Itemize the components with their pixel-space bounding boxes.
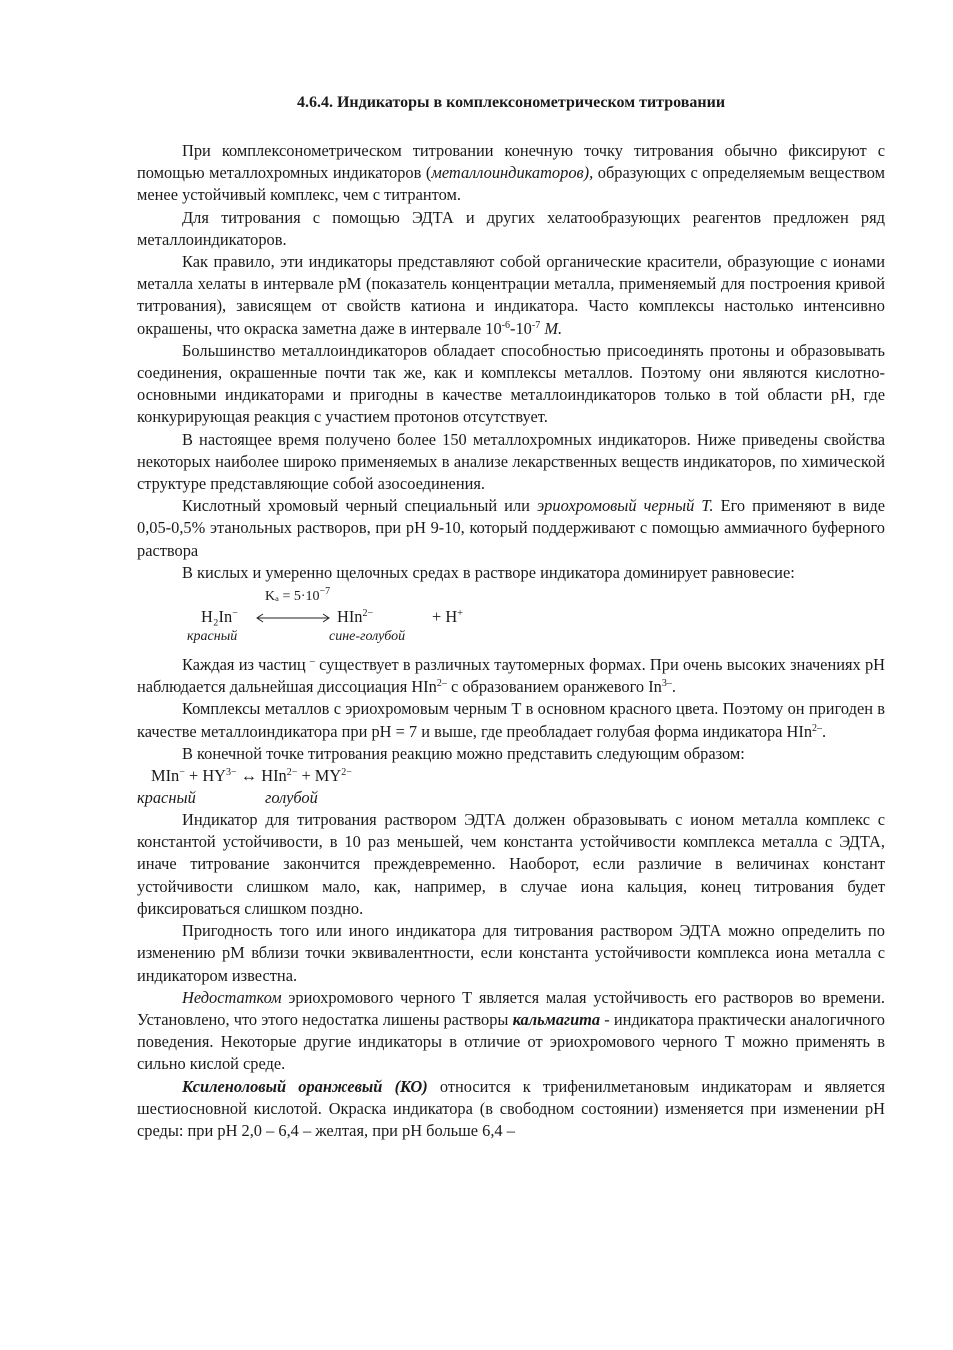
titration-reaction-equation	[137, 765, 885, 809]
paragraph: Большинство металлоиндикаторов обладает способностью присоединять протоны и образовывать соединения, окрашенные почти так же, как и комплексы металлов. Поэтому они являются кислотно-основными индикаторами и пригодны в качестве металлоиндикаторов только в той области pH, где конкурирующая реакция с участием протонов отсутствует.	[137, 340, 885, 427]
color-label-blue: голубой	[265, 788, 318, 808]
species-hin: HIn$^{2-}$	[337, 607, 374, 627]
paragraph: Для титрования с помощью ЭДТА и других хелатообразующих реагентов предложен ряд металлоиндикаторов.	[137, 207, 885, 249]
paragraph: Как правило, эти индикаторы представляют собой органические красители, образующие с ионами металла хелаты в интервале pM (показатель концентрации металла, применяемый для построения кривой титрования), зависящем от свойств катиона и индикатора. Часто комплексы настолько интенсивно окрашены, что окраска заметна даже в интервале $10^{-6}-10^{-7}$ M.	[137, 252, 885, 338]
document-page	[137, 92, 885, 1142]
paragraph: Недостатком эриохромового черного Т является малая устойчивость его растворов во времени. Установлено, что этого недостатка лишены растворы кальмагита - индикатора практически аналогичного поведения. Некоторые другие индикаторы в отличие от эриохромового черного Т можно применять в сильно кислой среде.	[137, 987, 885, 1074]
paragraph: Пригодность того или иного индикатора для титрования раствором ЭДТА можно определить по изменению pM вблизи точки эквивалентности, если константа устойчивости комплекса иона металла с индикатором известна.	[137, 921, 885, 985]
paragraph: В настоящее время получено более 150 металлохромных индикаторов. Ниже приведены свойства некоторых наиболее широко применяемых в анализе лекарственных веществ индикаторов, по химической структуре представляющие собой азосоединения.	[137, 429, 885, 494]
paragraph: В кислых и умеренно щелочных средах в растворе индикатора доминирует равновесие:	[182, 562, 795, 582]
species-h2in: H₂In−	[201, 607, 238, 627]
paragraph: Каждая из частиц – существует в различных таутомерных формах. При очень высоких значениях pH наблюдается дальнейшая диссоциация HIn$^{2-}$ с образованием оранжевого $In^{3-}$.	[137, 655, 885, 697]
equilibrium-equation	[137, 586, 885, 650]
reaction-formula: $MIn^- + HY^{3-}$ ↔ $HIn^{2-} + MY^{2-}$	[151, 766, 352, 786]
paragraph: Комплексы металлов с эриохромовым черным Т в основном красного цвета. Поэтому он пригоден в качестве металлоиндикатора при pH = 7 и выше, где преобладает голубая форма индикатора HIn$^{2-}$.	[137, 699, 885, 741]
paragraph: Кислотный хромовый черный специальный или эриохромовый черный Т. Его применяют в виде 0,05-0,5% этанольных растворов, при pH 9-10, который поддерживают с помощью аммиачного буферного раствора	[137, 496, 886, 560]
color-label-red: красный	[187, 629, 238, 645]
equilibrium-constant: $K_a = 5\cdot 10^{-7}$	[265, 586, 331, 605]
section-heading: 4.6.4. Индикаторы в комплексонометрическом титровании	[296, 94, 726, 111]
equilibrium-arrow-icon	[255, 613, 331, 623]
paragraph: В конечной точке титрования реакцию можно представить следующим образом:	[182, 743, 745, 763]
species-proton: + H+	[432, 607, 463, 627]
color-label-red: красный	[137, 788, 196, 808]
paragraph: При комплексонометрическом титровании конечную точку титрования обычно фиксируют с помощью металлохромных индикаторов (металлоиндикаторов), образующих с определяемым веществом менее устойчивый комплекс, чем с титрантом.	[137, 141, 885, 205]
paragraph: Индикатор для титрования раствором ЭДТА должен образовывать с ионом металла комплекс с константой устойчивости, в 10 раз меньшей, чем константа устойчивости комплекса металла с ЭДТА, иначе титрование закончится преждевременно. Наоборот, если различие в величинах констант устойчивости слишком мало, как, например, в случае иона кальция, конец титрования будет фиксироваться слишком поздно.	[137, 810, 885, 918]
paragraph: Ксиленоловый оранжевый (КО) относится к трифенилметановым индикаторам и является шестиосновной кислотой. Окраска индикатора (в свободном состоянии) изменяется при изменении pH среды: при pH 2,0 – 6,4 – желтая, при pH больше 6,4 –	[137, 1076, 885, 1140]
color-label-blue: сине-голубой	[329, 629, 406, 645]
